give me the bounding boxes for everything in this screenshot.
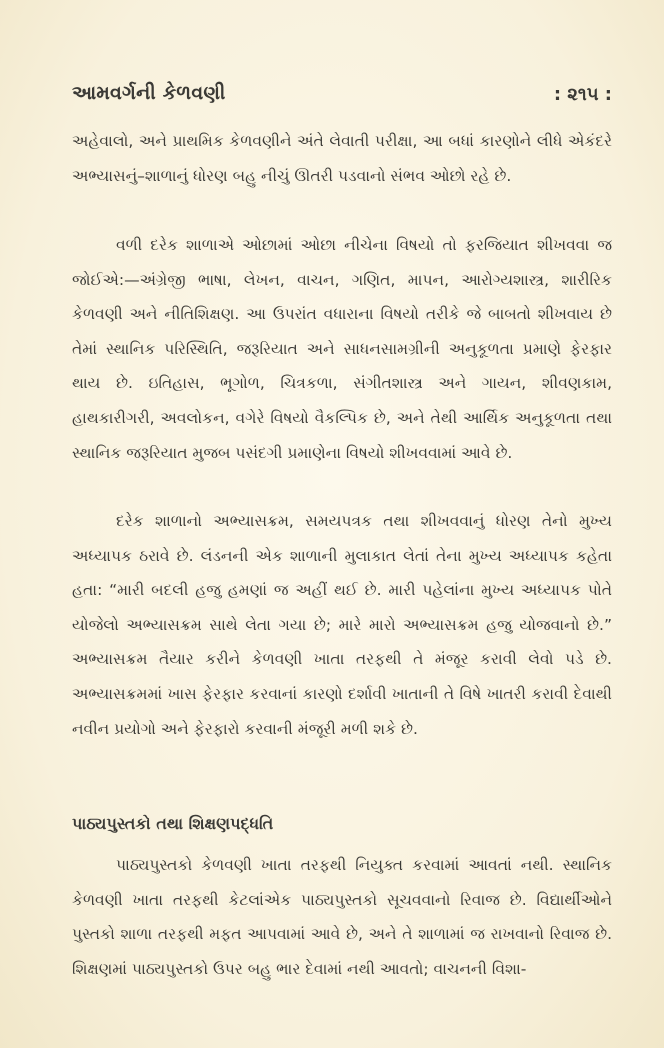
paragraph-textbooks: પાઠ્યપુસ્તકો કેળવણી ખાતા તરફથી નિયુક્ત કરવામાં આવતાં નથી. સ્થાનિક કેળવણી ખાતા તરફથી કેટલાંએક પાઠ્યપુસ્તકો સૂચવવાનો રિવાજ છે. વિદ્યાર્થીઓને પુસ્તકો શાળા તરફથી મફત આપવામાં આવે છે, અને તે શાળામાં જ રાખવાનો રિવાજ છે. શિક્ષણમાં પાઠ્યપુસ્તકો ઉપર બહુ ભાર દેવામાં નથી આવતો; વાચનની વિશા- (72, 856, 612, 978)
page-number: : ૨૧૫ : (553, 84, 612, 105)
page-header (72, 82, 612, 118)
section-heading: પાઠ્યપુસ્તકો તથા શિક્ષણપદ્ધતિ (72, 814, 274, 833)
paragraph-required-subjects: વળી દરેક શાળાએ ઓછામાં ઓછા નીચેના વિષયો તો ફરજિયાત શીખવવા જ જોઈએ:—અંગ્રેજી ભાષા, લેખન, વાચન, ગણિત, માપન, આરોગ્યશાસ્ત્ર, શારીરિક કેળવણી અને નીતિશિક્ષણ. આ ઉપરાંત વધારાના વિષયો તરીકે જે બાબતો શીખવાય છે તેમાં સ્થાનિક પરિસ્થિતિ, જરૂરિયાત અને સાધનસામગ્રીની અનુકૂળતા પ્રમાણે ફેરફાર થાય છે. ઇતિહાસ, ભૂગોળ, ચિત્રકળા, સંગીતશાસ્ત્ર અને ગાયન, શીવણકામ, હાથકારીગરી, અવલોકન, વગેરે વિષયો વૈકલ્પિક છે, અને તેથી આર્થિક અનુકૂળતા તથા સ્થાનિક જરૂરિયાત મુજબ પસંદગી પ્રમાણેના વિષયો શીખવવામાં આવે છે. (72, 236, 612, 462)
paragraph-continued: અહેવાલો, અને પ્રાથમિક કેળવણીને અંતે લેવાતી પરીક્ષા, આ બધાં કારણોને લીધે એકંદરે અભ્યાસનું–શાળાનું ધોરણ બહુ નીચું ઊતરી પડવાનો સંભવ ઓછો રહે છે. (72, 132, 612, 185)
paragraph-curriculum: દરેક શાળાનો અભ્યાસક્રમ, સમયપત્રક તથા શીખવવાનું ધોરણ તેનો મુખ્ય અધ્યાપક ઠરાવે છે. લંડનની એક શાળાની મુલાકાત લેતાં તેના મુખ્ય અધ્યાપક કહેતા હતા: “મારી બદલી હજુ હમણાં જ અહીં થઈ છે. મારી પહેલાંના મુખ્ય અધ્યાપક પોતે યોજેલો અભ્યાસક્રમ સાથે લેતા ગયા છે; મારે મારો અભ્યાસક્રમ હજુ યોજવાનો છે.” અભ્યાસક્રમ તૈયાર કરીને કેળવણી ખાતા તરફથી તે મંજૂર કરાવી લેવો પડે છે. અભ્યાસક્રમમાં ખાસ ફેરફાર કરવાનાં કારણો દર્શાવી ખાતાની તે વિષે ખાતરી કરાવી દેવાથી નવીન પ્રયોગો અને ફેરફારો કરવાની મંજૂરી મળી શકે છે. (72, 512, 612, 738)
running-title: આમવર્ગની કેળવણી (72, 82, 226, 104)
